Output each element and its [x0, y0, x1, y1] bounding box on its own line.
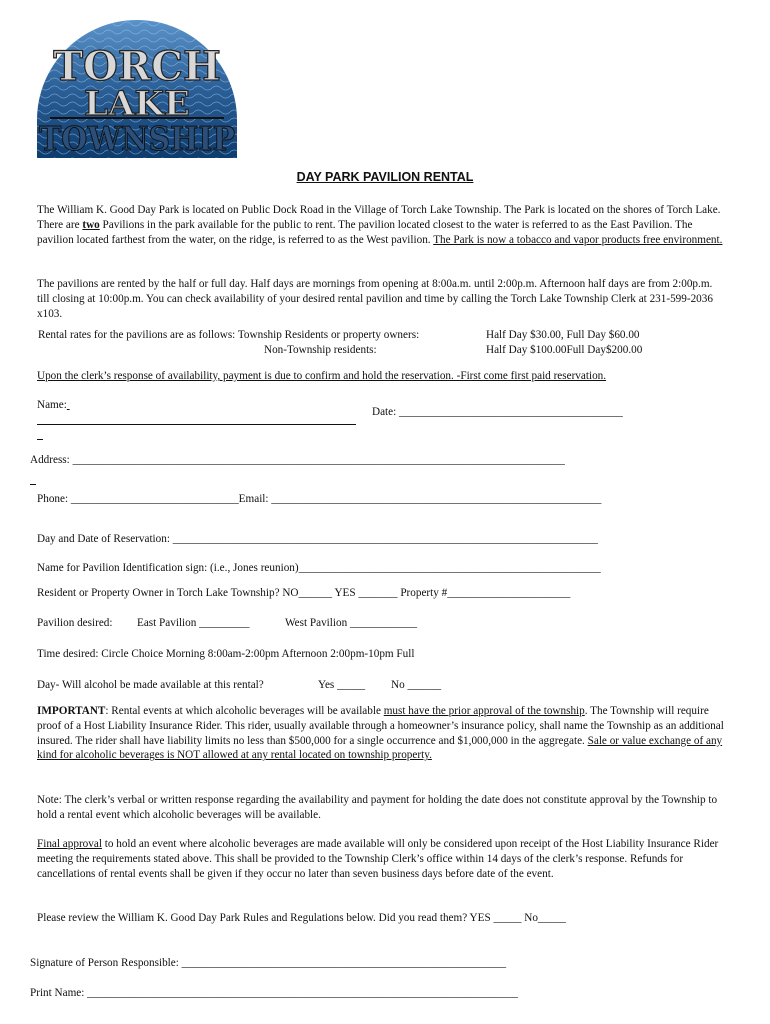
phone-email-field[interactable]: Phone: ______________________________Email: ___________________________________________________________ [37, 493, 602, 505]
name-field[interactable] [37, 424, 356, 425]
alcohol-yes-field[interactable]: Yes _____ [318, 679, 366, 691]
reservation-date-field[interactable]: Day and Date of Reservation: ____________________________________________________________________________ [37, 533, 598, 545]
two-emphasis: two [82, 218, 100, 231]
page-title: DAY PARK PAVILION RENTAL [296, 170, 474, 184]
east-pavilion-option[interactable]: East Pavilion _________ [137, 617, 250, 629]
address-field[interactable]: Address: ________________________________________________________________________________________ [30, 454, 565, 466]
signature-field[interactable]: Signature of Person Responsible: __________________________________________________________ [30, 957, 507, 969]
torch-lake-township-logo [32, 20, 242, 160]
resident-price: Half Day $30.00, Full Day $60.00 [486, 329, 640, 341]
tobacco-free-notice: The Park is now a tobacco and vapor products free environment. [433, 233, 723, 246]
name-label: Name: [37, 399, 67, 411]
date-field[interactable]: Date: ________________________________________ [372, 406, 623, 418]
logo-text-township: TOWNSHIP [39, 119, 235, 158]
alcohol-no-field[interactable]: No ______ [391, 679, 442, 691]
resident-property-field[interactable]: Resident or Property Owner in Torch Lake Township? NO______ YES _______ Property #______________________ [37, 587, 571, 599]
final-approval-paragraph: Final approval to hold an event where alcoholic beverages are made available will only be considered upon receipt of the Host Liability Insurance Rider meeting the requirements stated above. This shall be provided to the Township Clerk’s office within 14 days of the clerk’s response. Refunds for cancellations of rental events shall be given if they occur no later than seven business days before date of the event. [37, 838, 719, 880]
pavilion-desired-label: Pavilion desired: [37, 617, 113, 629]
print-name-field[interactable]: Print Name: _____________________________________________________________________________ [30, 987, 518, 999]
nonresident-price: Half Day $100.00Full Day$200.00 [486, 344, 643, 356]
west-pavilion-option[interactable]: West Pavilion ____________ [285, 617, 418, 629]
rates-nonresident-label: Non-Township residents: [264, 344, 377, 356]
rental-hours-paragraph: The pavilions are rented by the half or full day. Half days are mornings from opening at 8:00a.m. until 2:00p.m. Afternoon half days are from 2:00p.m. till closing at 10:00p.m. You can check availability of your desired rental pavilion and time by calling the Torch Lake Township Clerk at 231-599-2036 x103. [37, 278, 713, 320]
note-paragraph: Note: The clerk’s verbal or written response regarding the availability and payment for holding the date does not constitute approval by the Township to hold a rental event which alcoholic beverages will be available. [37, 794, 718, 821]
important-paragraph: IMPORTANT: Rental events at which alcoholic beverages will be available must have the prior approval of the township. The Township will require proof of a Host Liability Insurance Rider. This rider, usually available through a homeowner’s insurance policy, shall name the Township as an additional insured. The rider shall have liability limits no less than $500,000 for a single occurrence and $1,000,000 in the aggregate. Sale or value exchange of any kind for alcoholic beverages is NOT allowed at any rental located on township property. [37, 705, 724, 762]
logo-text-lake: LAKE [84, 84, 190, 124]
payment-notice: Upon the clerk’s response of availability, payment is due to confirm and hold the reservation. -First come first paid reservation. [37, 370, 607, 382]
important-label: IMPORTANT [37, 705, 106, 717]
time-desired-options[interactable]: Time desired: Circle Choice Morning 8:00am-2:00pm Afternoon 2:00pm-10pm Full [37, 648, 415, 660]
alcohol-question: Day- Will alcohol be made available at this rental? [37, 679, 264, 691]
rules-review-field[interactable]: Please review the William K. Good Day Park Rules and Regulations below. Did you read them? YES _____ No_____ [37, 912, 566, 924]
rates-lead: Rental rates for the pavilions are as follows: Township Residents or property owners: [38, 329, 420, 341]
intro-paragraph: The William K. Good Day Park is located on Public Dock Road in the Village of Torch Lake Township. The Park is located on the shores of Torch Lake. There are two Pavilions in the park available for the public to rent. The pavilion located closest to the water is referred to as the East Pavilion. The pavilion located farthest from the water, on the ridge, is referred to as the West pavilion. The Park is now a tobacco and vapor products free environment. [37, 204, 723, 246]
pavilion-sign-name-field[interactable]: Name for Pavilion Identification sign: (i.e., Jones reunion)______________________________________________________ [37, 562, 601, 574]
logo-text-torch: TORCH [53, 43, 221, 90]
